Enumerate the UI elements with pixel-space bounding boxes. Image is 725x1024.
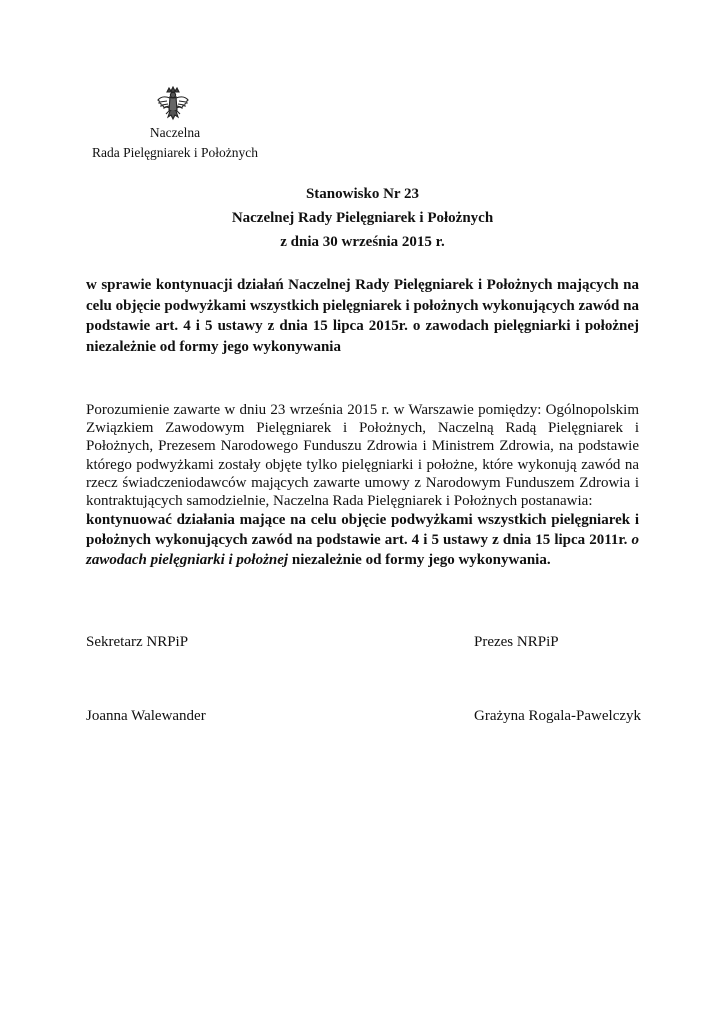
signature-name-president: Grażyna Rogala-Pawelczyk — [474, 708, 642, 724]
signature-role-secretary: Sekretarz NRPiP — [86, 634, 189, 650]
decision-paragraph — [86, 510, 639, 570]
signature-name-secretary: Joanna Walewander — [86, 708, 206, 724]
decision-text-2: niezależnie od formy jego wykonywania. — [288, 552, 551, 568]
polish-eagle-emblem-icon — [156, 86, 190, 124]
document-date: z dnia 30 września 2015 r. — [280, 234, 445, 250]
decision-text-1: kontynuować działania mające na celu objęcie podwyżkami wszystkich pielęgniarek i położnych wykonujących zawód na podstawie art. 4 i 5 ustawy z dnia 15 lipca 2011r. — [86, 512, 639, 548]
organization-name — [80, 123, 270, 163]
document-title: Stanowisko Nr 23 — [305, 186, 420, 202]
organization-line-2: Rada Pielęgniarek i Położnych — [91, 145, 259, 160]
document-body-paragraph: Porozumienie zawarte w dniu 23 września 2015 r. w Warszawie pomiędzy: Ogólnopolskim Związkiem Zawodowym Pielęgniarek i Położnych, Naczelną Radą Pielęgniarek i Położnych, Prezesem Narodowego Funduszu Zdrowia i Ministrem Zdrowia, na podstawie którego podwyżkami zostały objęte tylko pielęgniarki i położne, które wykonują zawód na rzecz świadczeniodawców mających zawarte umowy z Narodowym Funduszem Zdrowia i kontraktujących samodzielnie, Naczelna Rada Pielęgniarek i Położnych postanawia: — [86, 402, 639, 510]
signature-role-president: Prezes NRPiP — [474, 634, 559, 650]
decision-italic-text: o zawodach pielęgniarki i położnej — [86, 532, 639, 568]
organization-line-1: Naczelna — [149, 125, 201, 140]
document-issuer: Naczelnej Rady Pielęgniarek i Położnych — [231, 210, 494, 226]
document-subject: w sprawie kontynuacji działań Naczelnej Rady Pielęgniarek i Położnych mających na celu objęcie podwyżkami wszystkich pielęgniarek i położnych wykonujących zawód na podstawie art. 4 i 5 ustawy z dnia 15 lipca 2015r. o zawodach pielęgniarki i położnej niezależnie od formy jego wykonywania — [86, 277, 639, 355]
